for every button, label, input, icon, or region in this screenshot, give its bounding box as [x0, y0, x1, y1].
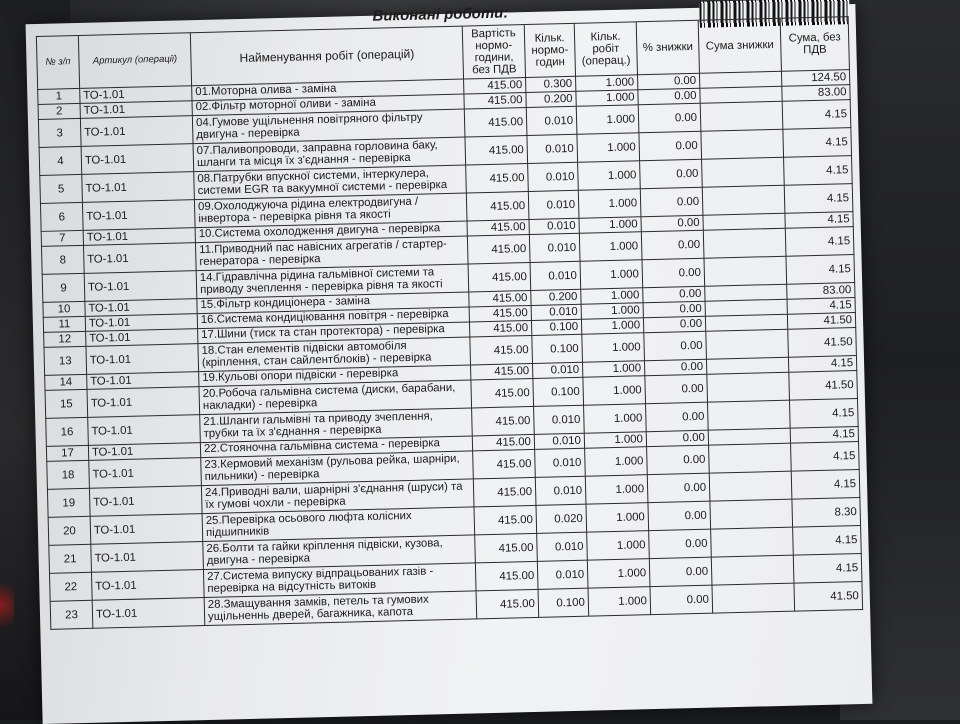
row-price: 415.00	[473, 477, 536, 507]
row-name: 02.Фільтр моторної оливи - заміна	[192, 94, 464, 116]
row-norm-hours: 0.010	[533, 362, 583, 378]
row-num: 11	[43, 316, 85, 332]
row-num: 1	[38, 88, 80, 104]
row-ops-count: 1.000	[576, 75, 638, 92]
document-title: Виконані роботи:	[372, 4, 509, 25]
row-norm-hours: 0.010	[537, 560, 588, 589]
row-norm-hours: 0.010	[531, 304, 581, 320]
row-sum: 83.00	[787, 283, 855, 300]
row-ops-count: 1.000	[580, 260, 643, 290]
row-ops-count: 1.000	[584, 404, 647, 434]
row-sum: 4.15	[782, 100, 851, 130]
row-article: ТО-1.01	[89, 458, 202, 489]
row-sum: 4.15	[786, 255, 855, 285]
row-article: ТО-1.01	[85, 299, 197, 317]
row-sum: 4.15	[791, 442, 860, 472]
row-discount-pct: 0.00	[643, 286, 705, 303]
header-price: Вартість нормо-години, без ПДВ	[462, 25, 525, 79]
row-norm-hours: 0.010	[529, 218, 579, 234]
row-discount-pct: 0.00	[641, 215, 703, 232]
row-article: ТО-1.01	[86, 329, 198, 347]
row-article: ТО-1.01	[84, 271, 197, 302]
row-ops-count: 1.000	[582, 333, 645, 363]
row-discount-pct: 0.00	[638, 103, 701, 133]
row-discount-pct: 0.00	[642, 258, 705, 288]
row-ops-count: 1.000	[578, 161, 641, 191]
row-discount-sum	[704, 256, 787, 286]
row-sum: 41.50	[794, 581, 863, 611]
row-name: 01.Моторна олива - заміна	[192, 79, 464, 101]
row-discount-pct: 0.00	[646, 402, 709, 432]
row-norm-hours: 0.010	[528, 190, 579, 219]
row-discount-sum	[711, 555, 794, 585]
row-article: ТО-1.01	[86, 344, 199, 375]
row-discount-sum	[702, 157, 785, 187]
row-discount-pct: 0.00	[645, 374, 708, 404]
row-ops-count: 1.000	[586, 503, 649, 533]
row-ops-count: 1.000	[585, 447, 648, 477]
row-price: 415.00	[472, 406, 535, 436]
row-discount-sum	[710, 499, 793, 529]
row-sum: 8.30	[792, 498, 861, 528]
row-ops-count: 1.000	[583, 376, 646, 406]
row-ops-count: 1.000	[579, 232, 642, 262]
header-name: Найменування робіт (операцій)	[190, 26, 463, 86]
row-norm-hours: 0.100	[532, 334, 583, 363]
row-num: 2	[38, 103, 80, 119]
row-sum: 4.15	[793, 525, 862, 555]
row-discount-sum	[707, 372, 790, 402]
row-discount-sum	[709, 443, 792, 473]
row-discount-sum	[700, 101, 783, 131]
row-name: 18.Стан елементів підвіски автомобіля (кріплення, стан сайлентблоків) - перевірка	[198, 337, 471, 372]
row-norm-hours: 0.100	[538, 588, 589, 617]
row-name: 27.Система випуску відпрацьованих газів - перевірка на відсутність витоків	[203, 563, 476, 598]
row-discount-pct: 0.00	[649, 529, 712, 559]
row-name: 11.Приводний пас навісних агрегатів / стартер-генератора - перевірка	[195, 236, 468, 271]
row-num: 9	[42, 273, 85, 302]
paper-sheet	[26, 4, 873, 724]
row-sum: 4.15	[785, 212, 853, 229]
row-num: 13	[44, 346, 87, 375]
row-ops-count: 1.000	[587, 559, 650, 589]
row-num: 4	[39, 146, 82, 175]
row-article: ТО-1.01	[81, 144, 194, 175]
row-num: 8	[42, 245, 85, 274]
row-discount-pct: 0.00	[648, 501, 711, 531]
row-discount-pct: 0.00	[644, 359, 706, 376]
row-num: 12	[44, 331, 86, 347]
row-article: ТО-1.01	[91, 542, 204, 573]
row-ops-count: 1.000	[579, 217, 641, 234]
row-sum: 41.50	[789, 371, 858, 401]
row-article: ТО-1.01	[80, 86, 192, 104]
row-norm-hours: 0.100	[533, 377, 584, 406]
row-discount-pct: 0.00	[639, 131, 702, 161]
row-discount-sum	[702, 185, 785, 215]
row-norm-hours: 0.010	[534, 433, 584, 449]
row-price: 415.00	[466, 192, 529, 222]
row-norm-hours: 0.010	[527, 134, 578, 163]
row-sum: 4.15	[791, 470, 860, 500]
row-discount-pct: 0.00	[644, 331, 707, 361]
row-price: 415.00	[475, 561, 538, 591]
row-article: ТО-1.01	[89, 486, 202, 517]
row-article: ТО-1.01	[83, 228, 195, 246]
row-name: 22.Стояночна гальмівна система - перевірка	[200, 436, 472, 458]
row-sum: 4.15	[783, 128, 852, 158]
row-num: 7	[41, 230, 83, 246]
row-discount-pct: 0.00	[647, 473, 710, 503]
row-num: 10	[43, 301, 85, 317]
row-name: 24.Приводні вали, шарнірні з'єднання (шруси) та їх гумові чохли - перевірка	[201, 479, 474, 514]
row-article: ТО-1.01	[85, 314, 197, 332]
row-norm-hours: 0.010	[528, 162, 579, 191]
row-norm-hours: 0.200	[526, 91, 576, 107]
row-name: 04.Гумове ущільнення повітряного фільтру двигуна - перевірка	[192, 109, 465, 144]
row-num: 17	[46, 445, 88, 461]
row-sum: 124.50	[781, 70, 849, 87]
row-num: 22	[49, 572, 92, 601]
row-discount-pct: 0.00	[649, 557, 712, 587]
row-sum: 4.15	[784, 184, 853, 214]
row-article: ТО-1.01	[80, 116, 193, 147]
row-price: 415.00	[466, 164, 529, 194]
works-table	[36, 16, 863, 630]
row-discount-sum	[708, 400, 791, 430]
red-light	[0, 575, 14, 635]
row-discount-sum	[703, 228, 786, 258]
row-name: 07.Паливопроводи, заправна горловина баку, шланги та місця їх з'єднання - перевірка	[193, 137, 466, 172]
header-norm-hours: Кільк. нормо-годин	[524, 23, 575, 77]
row-price: 415.00	[475, 533, 538, 563]
row-discount-pct: 0.00	[637, 73, 699, 90]
row-ops-count: 1.000	[582, 361, 644, 378]
row-ops-count: 1.000	[578, 189, 641, 219]
header-discount-sum: Сума знижки	[698, 18, 781, 73]
row-norm-hours: 0.010	[526, 106, 577, 135]
row-price: 415.00	[464, 93, 526, 110]
row-discount-sum	[712, 583, 795, 613]
row-price: 415.00	[464, 108, 527, 138]
row-article: ТО-1.01	[83, 243, 196, 274]
row-article: ТО-1.01	[82, 200, 195, 231]
row-ops-count: 1.000	[581, 318, 643, 335]
row-discount-pct: 0.00	[643, 301, 705, 318]
row-name: 17.Шини (тиск та стан протектора) - перевірка	[198, 322, 470, 344]
row-sum: 83.00	[782, 85, 850, 102]
row-article: ТО-1.01	[80, 101, 192, 119]
row-name: 10.Система охолодження двигуна - перевірка	[195, 221, 467, 243]
row-norm-hours: 0.020	[536, 504, 587, 533]
row-price: 415.00	[467, 234, 530, 264]
row-price: 415.00	[476, 589, 539, 619]
row-article: ТО-1.01	[92, 598, 205, 629]
row-norm-hours: 0.010	[534, 405, 585, 434]
row-name: 16.Система кондиціювання повітря - перевірка	[197, 307, 469, 329]
row-ops-count: 1.000	[576, 90, 638, 107]
row-name: 20.Робоча гальмівна система (диски, барабани, накладки) - перевірка	[199, 380, 472, 415]
row-ops-count: 1.000	[585, 475, 648, 505]
row-price: 415.00	[469, 305, 531, 322]
row-price: 415.00	[473, 449, 536, 479]
row-norm-hours: 0.010	[535, 476, 586, 505]
row-name: 25.Перевірка осьового люфта колісних підшипників	[202, 507, 475, 542]
row-discount-sum	[706, 329, 789, 359]
header-discount-pct: % знижки	[636, 20, 699, 74]
row-price: 415.00	[468, 262, 531, 292]
row-article: ТО-1.01	[87, 372, 199, 390]
row-name: 09.Охолоджуюча рідина електродвигуна / інвертора - перевірка рівня та якості	[194, 193, 467, 228]
row-discount-sum	[709, 471, 792, 501]
row-norm-hours: 0.100	[531, 319, 581, 335]
row-discount-pct: 0.00	[640, 187, 703, 217]
row-norm-hours: 0.300	[526, 76, 576, 92]
row-sum: 41.50	[788, 328, 857, 358]
row-name: 26.Болти та гайки кріплення підвіски, кузова, двигуна - перевірка	[203, 535, 476, 570]
row-ops-count: 1.000	[587, 531, 650, 561]
row-discount-sum	[711, 527, 794, 557]
row-name: 15.Фільтр кондиціонера - заміна	[197, 292, 469, 314]
row-num: 18	[47, 460, 90, 489]
row-num: 5	[40, 174, 83, 203]
row-sum: 4.15	[793, 553, 862, 583]
row-price: 415.00	[465, 136, 528, 166]
row-norm-hours: 0.010	[529, 233, 580, 262]
row-article: ТО-1.01	[88, 443, 200, 461]
row-sum: 4.15	[788, 356, 856, 373]
row-num: 23	[50, 600, 93, 629]
row-num: 3	[38, 118, 81, 147]
row-sum: 4.15	[787, 298, 855, 315]
row-name: 28.Змащування замків, петель та гумових ущільненнь дверей, багажника, капота	[204, 591, 477, 626]
row-discount-pct: 0.00	[643, 316, 705, 333]
row-discount-pct: 0.00	[640, 159, 703, 189]
row-sum: 4.15	[784, 156, 853, 186]
row-price: 415.00	[469, 290, 531, 307]
row-discount-pct: 0.00	[638, 88, 700, 105]
row-price: 415.00	[474, 505, 537, 535]
row-discount-pct: 0.00	[646, 430, 708, 447]
row-num: 15	[45, 389, 88, 418]
row-price: 415.00	[472, 434, 534, 451]
row-norm-hours: 0.010	[537, 532, 588, 561]
row-num: 19	[47, 488, 90, 517]
row-sum: 4.15	[785, 227, 854, 257]
row-ops-count: 1.000	[576, 105, 639, 135]
header-sum: Сума, без ПДВ	[780, 17, 849, 72]
row-num: 6	[40, 202, 83, 231]
row-discount-pct: 0.00	[641, 230, 704, 260]
row-ops-count: 1.000	[581, 288, 643, 305]
row-ops-count: 1.000	[577, 133, 640, 163]
row-discount-sum	[701, 129, 784, 159]
row-sum: 4.15	[790, 427, 858, 444]
row-num: 20	[48, 516, 91, 545]
row-name: 23.Кермовий механізм (рульова рейка, шарніри, пильники) - перевірка	[201, 451, 474, 486]
row-article: ТО-1.01	[90, 514, 203, 545]
row-article: ТО-1.01	[88, 415, 201, 446]
row-price: 415.00	[464, 78, 526, 95]
row-price: 415.00	[467, 220, 529, 237]
header-num: № з/п	[36, 35, 79, 89]
row-norm-hours: 0.010	[535, 448, 586, 477]
row-price: 415.00	[470, 335, 533, 365]
table-body	[38, 70, 863, 630]
row-price: 415.00	[471, 363, 533, 380]
row-discount-pct: 0.00	[650, 585, 713, 615]
row-article: ТО-1.01	[87, 387, 200, 418]
row-name: 21.Шланги гальмівні та приводу зчеплення, трубки та їх з'єднання - перевірка	[200, 408, 473, 443]
row-ops-count: 1.000	[588, 587, 651, 617]
row-discount-pct: 0.00	[647, 445, 710, 475]
row-article: ТО-1.01	[82, 172, 195, 203]
row-sum: 4.15	[789, 399, 858, 429]
row-price: 415.00	[469, 320, 531, 337]
row-ops-count: 1.000	[581, 303, 643, 320]
row-norm-hours: 0.010	[530, 261, 581, 290]
row-num: 16	[46, 417, 89, 446]
header-ops-count: Кільк. робіт (операц.)	[574, 22, 637, 76]
row-num: 14	[45, 374, 87, 390]
row-price: 415.00	[471, 378, 534, 408]
row-name: 19.Кульові опори підвіски - перевірка	[199, 365, 471, 387]
row-name: 08.Патрубки впускної системи, інтеркулера, системи EGR та вакуумної системи - перевірка	[194, 165, 467, 200]
row-sum: 41.50	[787, 313, 855, 330]
row-name: 14.Гідравлічна рідина гальмівної сиcтеми та приводу зчеплення - перевірка рівня та якості	[196, 264, 469, 299]
header-article: Артикул (операції)	[78, 33, 191, 89]
row-article: ТО-1.01	[91, 570, 204, 601]
row-num: 21	[49, 544, 92, 573]
row-norm-hours: 0.200	[531, 289, 581, 305]
row-ops-count: 1.000	[584, 432, 646, 449]
